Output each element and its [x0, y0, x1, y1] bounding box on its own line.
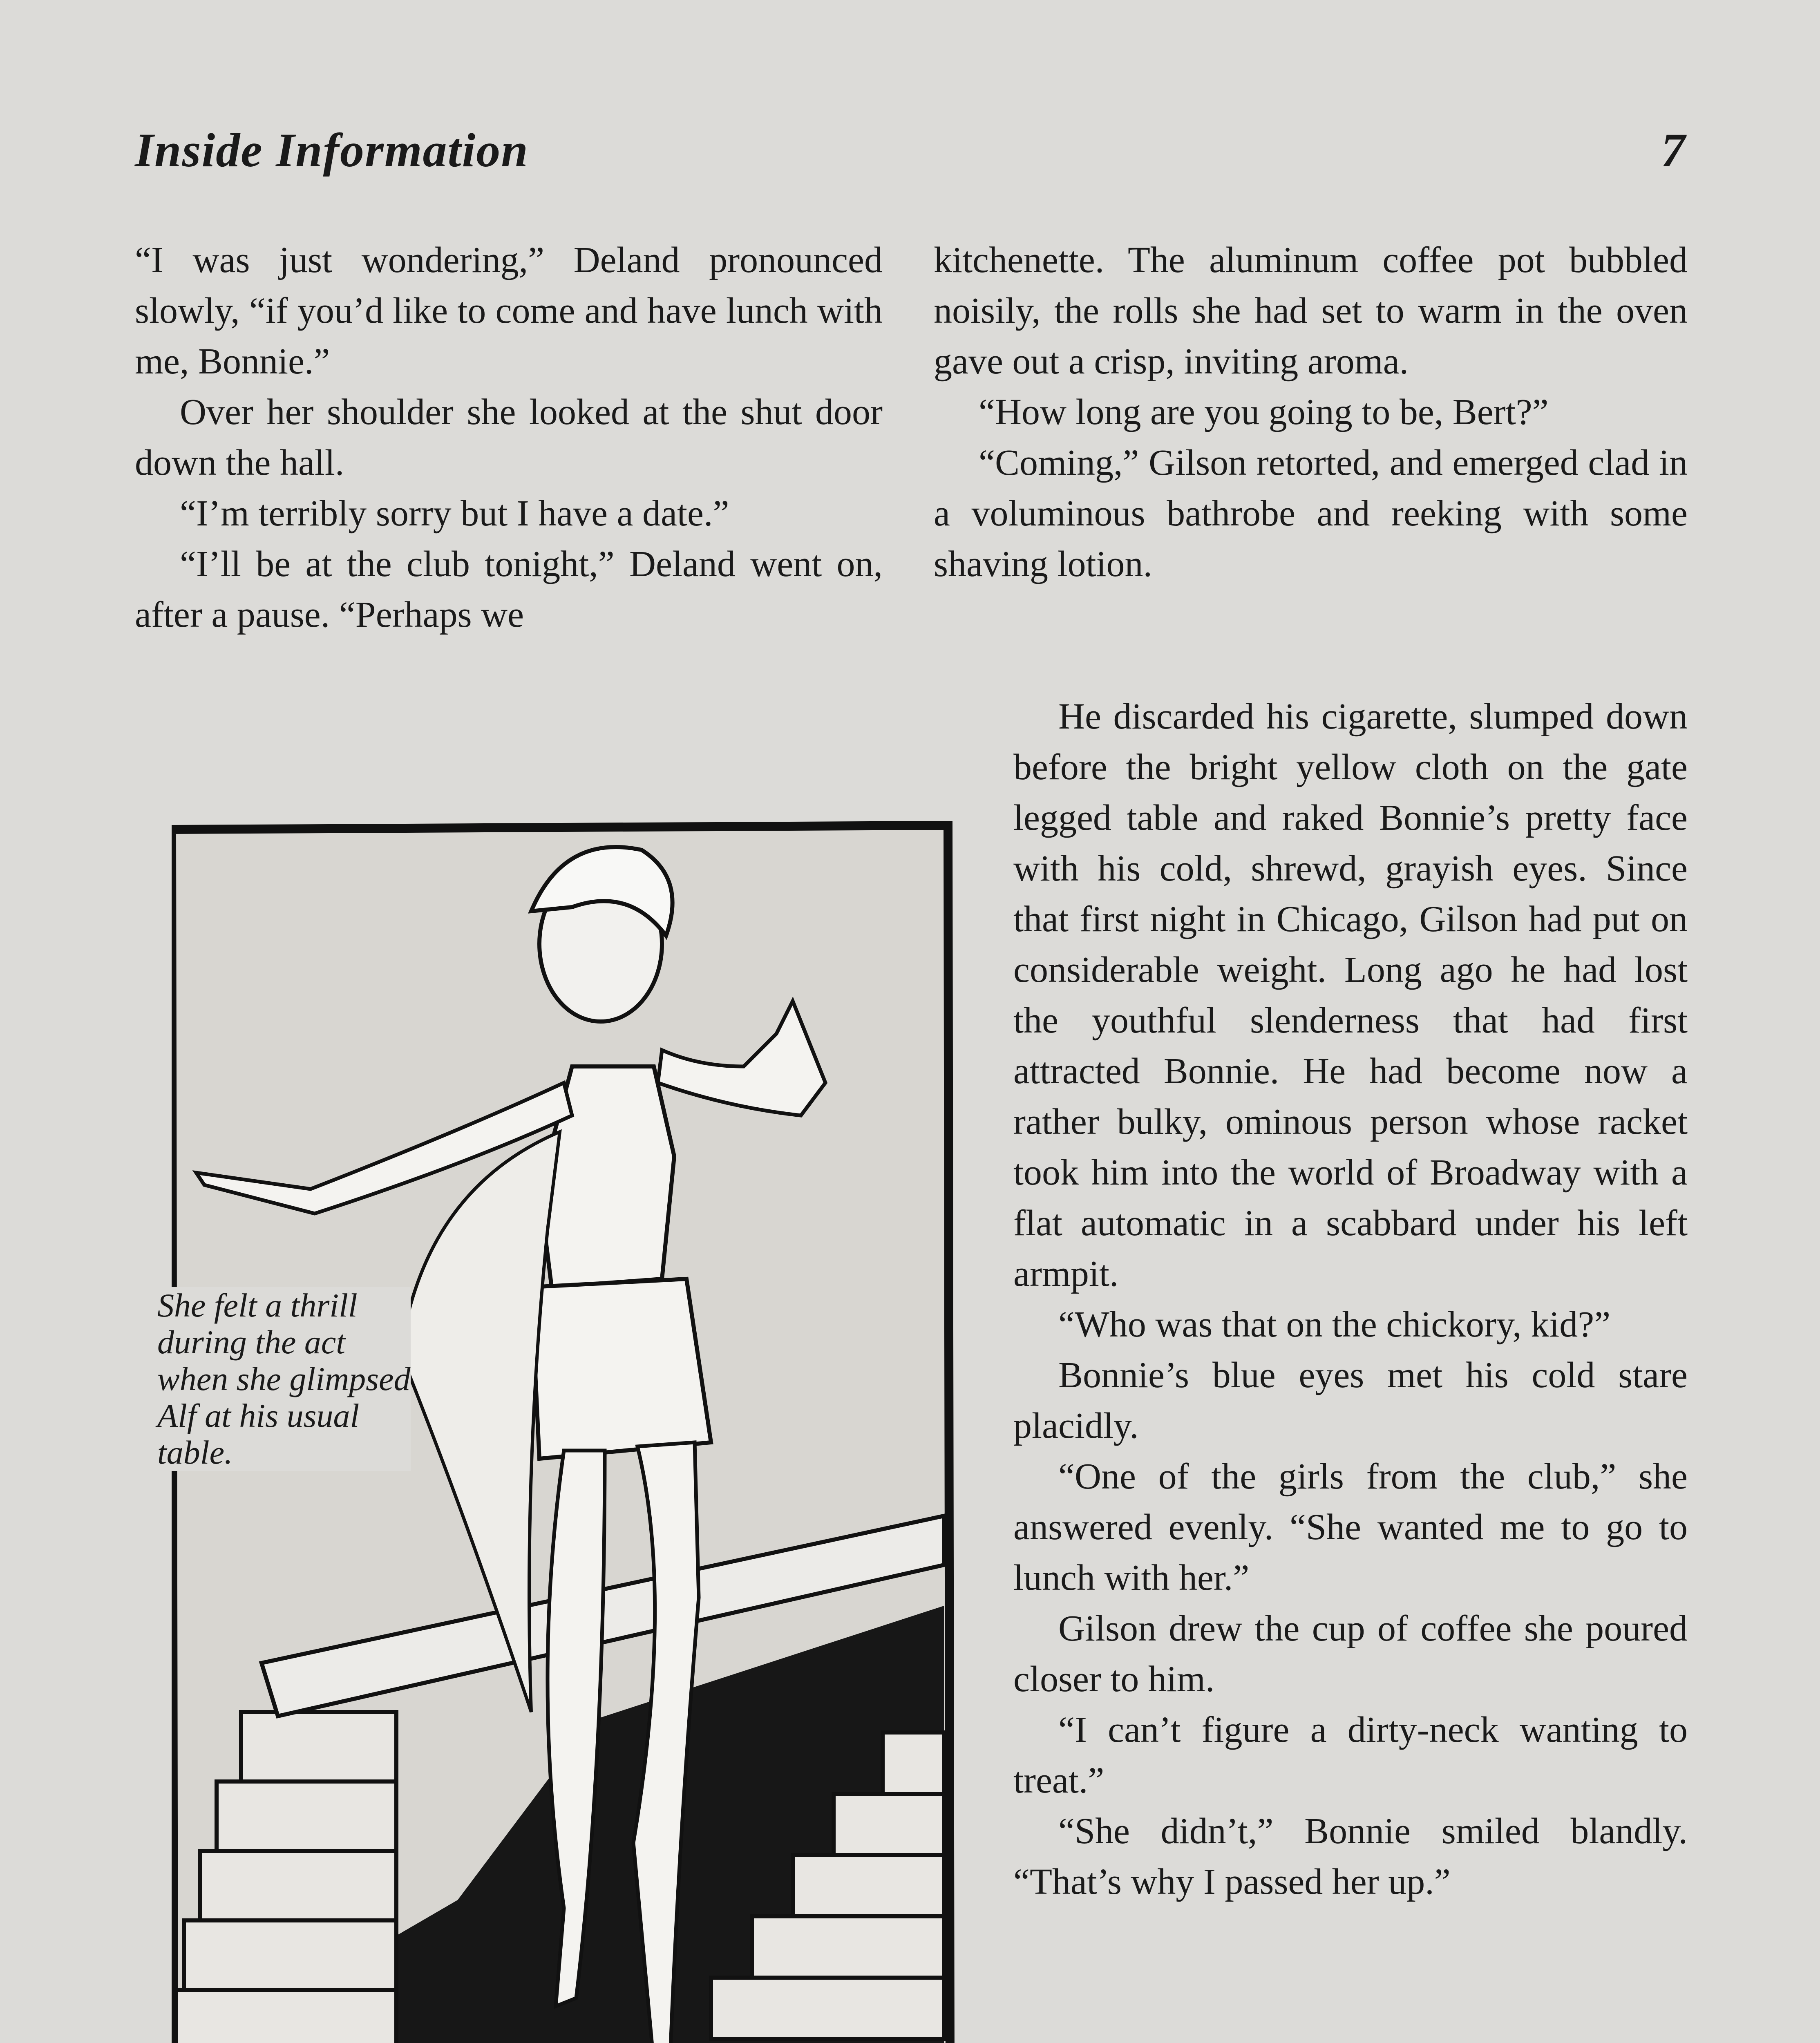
paragraph: “Who was that on the chickory, kid?”: [1058, 1304, 1611, 1345]
page-number: 7: [1661, 123, 1685, 177]
paragraph: “I was just wondering,” Deland pronounced slowly, “if you’d like to come and have lunch with me, Bonnie.”: [135, 240, 883, 382]
paragraph: Gilson drew the cup of coffee she poured closer to him.: [1013, 1608, 1688, 1699]
paragraph: kitchenette. The aluminum coffee pot bubbled noisily, the rolls she had set to warm in the oven gave out a crisp, inviting aroma.: [934, 240, 1688, 382]
column-2-narrow-text: [1013, 691, 1688, 1907]
paragraph: “How long are you going to be, Bert?”: [979, 392, 1549, 432]
paragraph: “I’m terribly sorry but I have a date.”: [180, 493, 729, 534]
paragraph: Bonnie’s blue eyes met his cold stare placidly.: [1013, 1355, 1688, 1446]
illustration-caption: She felt a thrill during the act when she glimpsed Alf at his usual table.: [157, 1287, 411, 1471]
paragraph: “I can’t figure a dirty-neck wanting to treat.”: [1013, 1710, 1688, 1801]
paragraph: “I’ll be at the club tonight,” Deland went on, after a pause. “Perhaps we: [135, 544, 883, 635]
paragraph: He discarded his cigarette, slumped down before the bright yellow cloth on the gate legged table and raked Bonnie’s pretty face with his cold, shrewd, grayish eyes. Since that first night in Chicago, Gilson had put on considerable weight. Long ago he had lost the youthful slenderness that had first attracted Bonnie. He had become now a rather bulky, ominous person whose racket took him into the world of Broadway with a flat automatic in a scabbard under his left armpit.: [1013, 696, 1688, 1294]
running-title: Inside Information: [135, 123, 529, 177]
column-1-top-text: [135, 235, 883, 640]
paragraph: “One of the girls from the club,” she answered evenly. “She wanted me to go to lunch with her.”: [1013, 1456, 1688, 1598]
paragraph: “Coming,” Gilson retorted, and emerged clad in a voluminous bathrobe and reeking with some shaving lotion.: [934, 443, 1688, 584]
paragraph: “She didn’t,” Bonnie smiled blandly. “That’s why I passed her up.”: [1013, 1811, 1688, 1902]
paragraph: Over her shoulder she looked at the shut door down the hall.: [135, 392, 883, 483]
column-2-top-text: [934, 235, 1688, 590]
